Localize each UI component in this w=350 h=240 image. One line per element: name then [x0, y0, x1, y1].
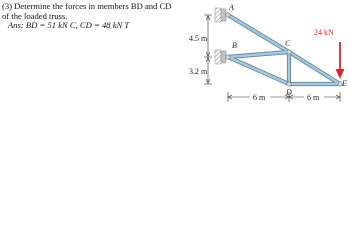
problem-statement-line-2: of the loaded truss. [2, 10, 68, 21]
joint-label-e: E [342, 79, 347, 88]
wall-support-b [215, 50, 226, 64]
joint-b-pin [226, 55, 230, 59]
truss-members [228, 15, 340, 84]
problem-statement-line-1: (3) Determine the forces in members BD and CD [2, 1, 172, 11]
joint-c-pin [287, 50, 291, 54]
member-ac [228, 15, 289, 52]
member-bd [228, 57, 289, 84]
span-right-label: 6 m [307, 93, 320, 102]
joint-label-a: A [229, 3, 234, 12]
joint-label-b: B [232, 41, 237, 50]
load-arrow [336, 42, 345, 79]
joint-d-pin [287, 82, 291, 86]
joint-label-d: D [286, 88, 292, 97]
height-upper-label: 4.5 m [189, 34, 208, 43]
span-left-label: 6 m [253, 93, 266, 102]
wall-support-a [215, 8, 226, 22]
height-lower-label: 3.2 m [189, 67, 208, 76]
problem-answer: Ans: BD = 51 kN C, CD = 48 kN T [8, 20, 130, 31]
load-label: 24 kN [314, 28, 334, 37]
joint-label-c: C [285, 39, 291, 48]
joint-a-pin [226, 13, 230, 17]
member-ce [289, 52, 340, 84]
truss-diagram [0, 0, 350, 104]
